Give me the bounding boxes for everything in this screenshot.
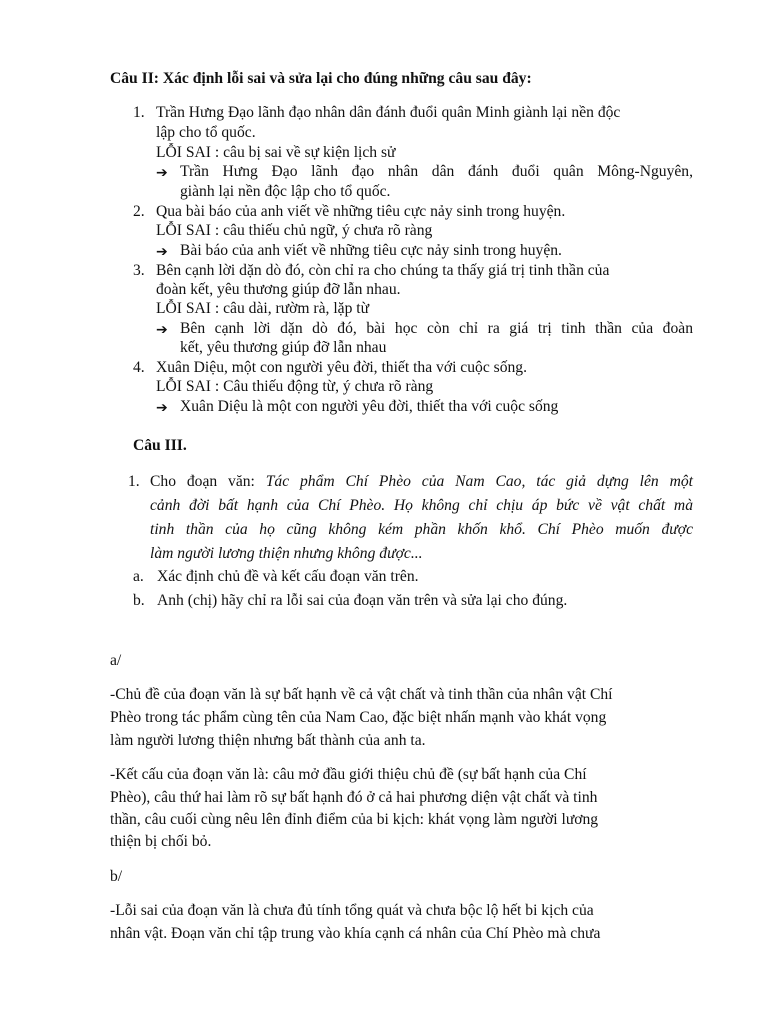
item-2-fix: Bài báo của anh viết về những tiêu cực nảy sinh trong huyện. (180, 242, 562, 259)
item-3-fix-line-2: kết, yêu thương giúp đỡ lẫn nhau (180, 339, 387, 356)
cau-ii-heading: Câu II: Xác định lỗi sai và sửa lại cho đúng những câu sau đây: (110, 70, 532, 87)
answer-b-label: b/ (110, 868, 123, 885)
answer-a-para2-line-1: -Kết cấu của đoạn văn là: câu mở đầu giới thiệu chủ đề (sự bất hạnh của Chí (110, 766, 587, 783)
item-3-error: LỖI SAI : câu dài, rườm rà, lặp từ (156, 300, 370, 317)
passage-intro: Cho đoạn văn: (150, 473, 266, 490)
item-3-number: 3. (133, 262, 145, 279)
sub-a-text: Xác định chủ đề và kết cấu đoạn văn trên. (157, 568, 419, 585)
answer-a-label: a/ (110, 652, 122, 669)
sub-b-label: b. (133, 592, 145, 609)
cau-iii-heading: Câu III. (133, 437, 187, 454)
answer-b-para1-line-1: -Lỗi sai của đoạn văn là chưa đủ tính tổng quát và chưa bộc lộ hết bi kịch của (110, 902, 594, 919)
item-4-sentence: Xuân Diệu, một con người yêu đời, thiết tha với cuộc sống. (156, 359, 527, 376)
passage-italic-1: Tác phẩm Chí Phèo của Nam Cao, tác giả dựng lên một (265, 473, 693, 490)
answer-a-para1-line-1: -Chủ đề của đoạn văn là sự bất hạnh về cả vật chất và tinh thần của nhân vật Chí (110, 686, 613, 703)
passage-line-1 (150, 473, 693, 491)
item-3-sentence-line-1: Bên cạnh lời dặn dò đó, còn chỉ ra cho chúng ta thấy giá trị tinh thần của (156, 262, 610, 279)
item-4-number: 4. (133, 359, 145, 376)
sub-a-label: a. (133, 568, 144, 585)
cau-iii-item-number: 1. (128, 473, 140, 490)
answer-a-para2-line-4: thiện bị chối bỏ. (110, 833, 212, 850)
item-4-fix: Xuân Diệu là một con người yêu đời, thiết tha với cuộc sống (180, 398, 559, 415)
item-1-sentence-line-2: lập cho tổ quốc. (156, 124, 256, 141)
item-2-sentence: Qua bài báo của anh viết về những tiêu cực nảy sinh trong huyện. (156, 203, 566, 220)
item-2-error: LỖI SAI : câu thiếu chủ ngữ, ý chưa rõ ràng (156, 222, 433, 239)
arrow-right-icon: ➔ (156, 322, 168, 338)
item-1-fix-line-1: Trần Hưng Đạo lãnh đạo nhân dân đánh đuổi quân Mông-Nguyên, (180, 163, 693, 180)
passage-line-2: cảnh đời bất hạnh của Chí Phèo. Họ không chỉ chịu áp bức về vật chất mà (150, 497, 693, 514)
arrow-right-icon: ➔ (156, 400, 168, 416)
arrow-right-icon: ➔ (156, 244, 168, 260)
item-3-fix-line-1: Bên cạnh lời dặn dò đó, bài học còn chỉ ra giá trị tinh thần của đoàn (180, 320, 693, 337)
item-1-error: LỖI SAI : câu bị sai về sự kiện lịch sử (156, 144, 396, 161)
answer-b-para1-line-2: nhân vật. Đoạn văn chỉ tập trung vào khía cạnh cá nhân của Chí Phèo mà chưa (110, 925, 601, 942)
answer-a-para2-line-3: thần, câu cuối cùng nêu lên đỉnh điểm của bi kịch: khát vọng làm người lương (110, 811, 599, 828)
passage-line-4: làm người lương thiện nhưng không được... (150, 545, 423, 562)
answer-a-para1-line-3: làm người lương thiện nhưng bất thành của anh ta. (110, 732, 426, 749)
item-1-number: 1. (133, 104, 145, 121)
item-4-error: LỖI SAI : Câu thiếu động từ, ý chưa rõ ràng (156, 378, 434, 395)
answer-a-para2-line-2: Phèo), câu thứ hai làm rõ sự bất hạnh đó ở cả hai phương diện vật chất và tinh (110, 789, 598, 806)
item-1-sentence-line-1: Trần Hưng Đạo lãnh đạo nhân dân đánh đuổi quân Minh giành lại nền độc (156, 104, 621, 121)
item-2-number: 2. (133, 203, 145, 220)
passage-line-3: tinh thần của họ cũng không kém phần khốn khổ. Chí Phèo muốn được (150, 521, 693, 538)
answer-a-para1-line-2: Phèo trong tác phẩm cùng tên của Nam Cao, đặc biệt nhấn mạnh vào khát vọng (110, 709, 607, 726)
item-3-sentence-line-2: đoàn kết, yêu thương giúp đỡ lẫn nhau. (156, 281, 401, 298)
arrow-right-icon: ➔ (156, 165, 168, 181)
item-1-fix-line-2: giành lại nền độc lập cho tổ quốc. (180, 183, 391, 200)
sub-b-text: Anh (chị) hãy chỉ ra lỗi sai của đoạn văn trên và sửa lại cho đúng. (157, 592, 568, 609)
